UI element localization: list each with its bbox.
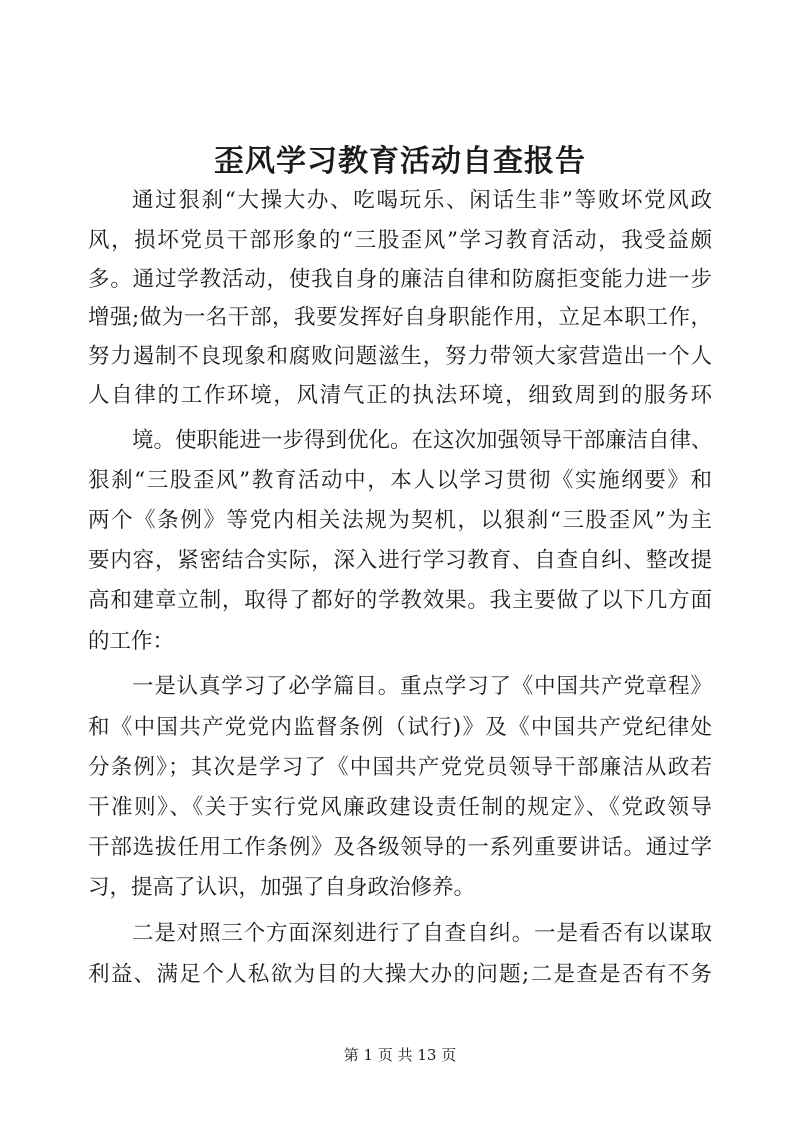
- body-line: 风，损坏党员干部形象的“三股歪风”学习教育活动，我受益颇: [88, 228, 712, 253]
- body-line: 人自律的工作环境，风清气正的执法环境，细致周到的服务环: [88, 383, 712, 408]
- body-line: 习，提高了认识，加强了自身政治修养。: [88, 875, 476, 900]
- body-line: 狠刹“三股歪风”教育活动中，本人以学习贯彻《实施纲要》和: [88, 468, 712, 493]
- body-line: 和《中国共产党党内监督条例（试行)》及《中国共产党纪律处: [88, 715, 712, 740]
- body-line: 的工作：: [88, 629, 175, 654]
- body-line: 努力遏制不良现象和腐败问题滋生，努力带领大家营造出一个人: [88, 344, 712, 369]
- body-line: 利益、满足个人私欲为目的大操大办的问题;二是查是否有不务: [88, 962, 712, 987]
- body-line: 高和建章立制，取得了都好的学教效果。我主要做了以下几方面: [88, 588, 712, 613]
- body-line: 多。通过学教活动，使我自身的廉洁自律和防腐拒变能力进一步: [88, 267, 712, 292]
- body-line: 分条例》；其次是学习了《中国共产党党员领导干部廉洁从政若: [88, 755, 712, 780]
- body-line: 干准则》、《关于实行党风廉政建设责任制的规定》、《党政领导: [88, 795, 712, 820]
- body-line: 干部选拔任用工作条例》及各级领导的一系列重要讲话。通过学: [88, 835, 712, 860]
- body-line: 两个《条例》等党内相关法规为契机，以狠刹“三股歪风”为主: [88, 508, 712, 533]
- body-line: 增强;做为一名干部，我要发挥好自身职能作用，立足本职工作，: [88, 305, 712, 330]
- page-title: 歪风学习教育活动自查报告: [214, 144, 586, 179]
- body-line: 要内容，紧密结合实际，深入进行学习教育、自查自纠、整改提: [88, 548, 712, 573]
- body-line: 一是认真学习了必学篇目。重点学习了《中国共产党章程》: [132, 674, 712, 699]
- body-line: 境。使职能进一步得到优化。在这次加强领导干部廉洁自律、: [132, 428, 713, 453]
- body-line: 二是对照三个方面深刻进行了自查自纠。一是看否有以谋取: [132, 921, 712, 946]
- page-number: 第 1 页 共 13 页: [343, 1046, 457, 1064]
- body-line: 通过狠刹“大操大办、吃喝玩乐、闲话生非”等败坏党风政: [132, 188, 712, 213]
